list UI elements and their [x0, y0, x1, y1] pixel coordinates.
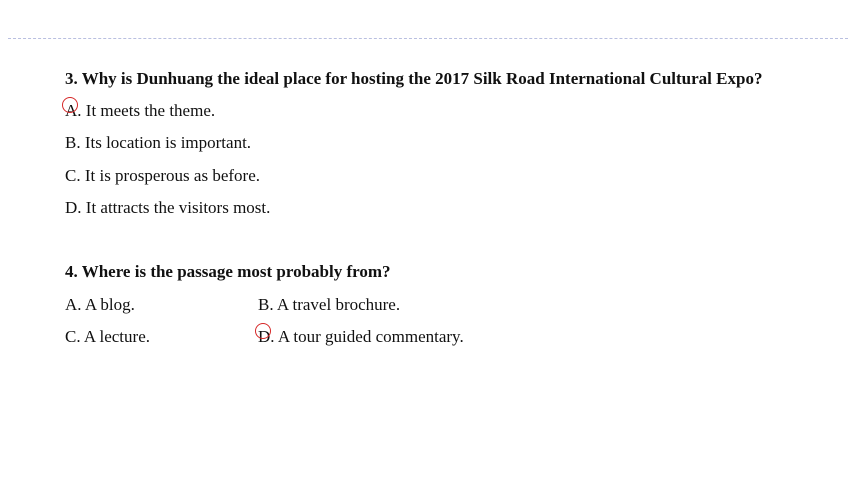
question-3-option-d[interactable]: D. It attracts the visitors most. — [65, 198, 271, 217]
question-3-option-b[interactable]: B. Its location is important. — [65, 133, 252, 152]
answer-circle-mark-q4 — [255, 323, 271, 339]
question-3-option-c[interactable]: C. It is prosperous as before. — [65, 166, 260, 185]
question-3-title: 3. Why is Dunhuang the ideal place for hosting the 2017 Silk Road International Cultural Expo? — [65, 69, 763, 88]
top-dashed-divider — [8, 38, 848, 39]
answer-circle-mark-q3 — [62, 97, 78, 113]
question-4-option-d[interactable]: D. A tour guided commentary. — [258, 327, 464, 346]
question-4-option-a[interactable]: A. A blog. — [65, 295, 135, 314]
question-4-option-b[interactable]: B. A travel brochure. — [258, 295, 401, 314]
question-4-option-c[interactable]: C. A lecture. — [65, 327, 150, 346]
question-3-option-a[interactable]: A. It meets the theme. — [65, 101, 216, 120]
question-4-title: 4. Where is the passage most probably from? — [65, 262, 391, 281]
